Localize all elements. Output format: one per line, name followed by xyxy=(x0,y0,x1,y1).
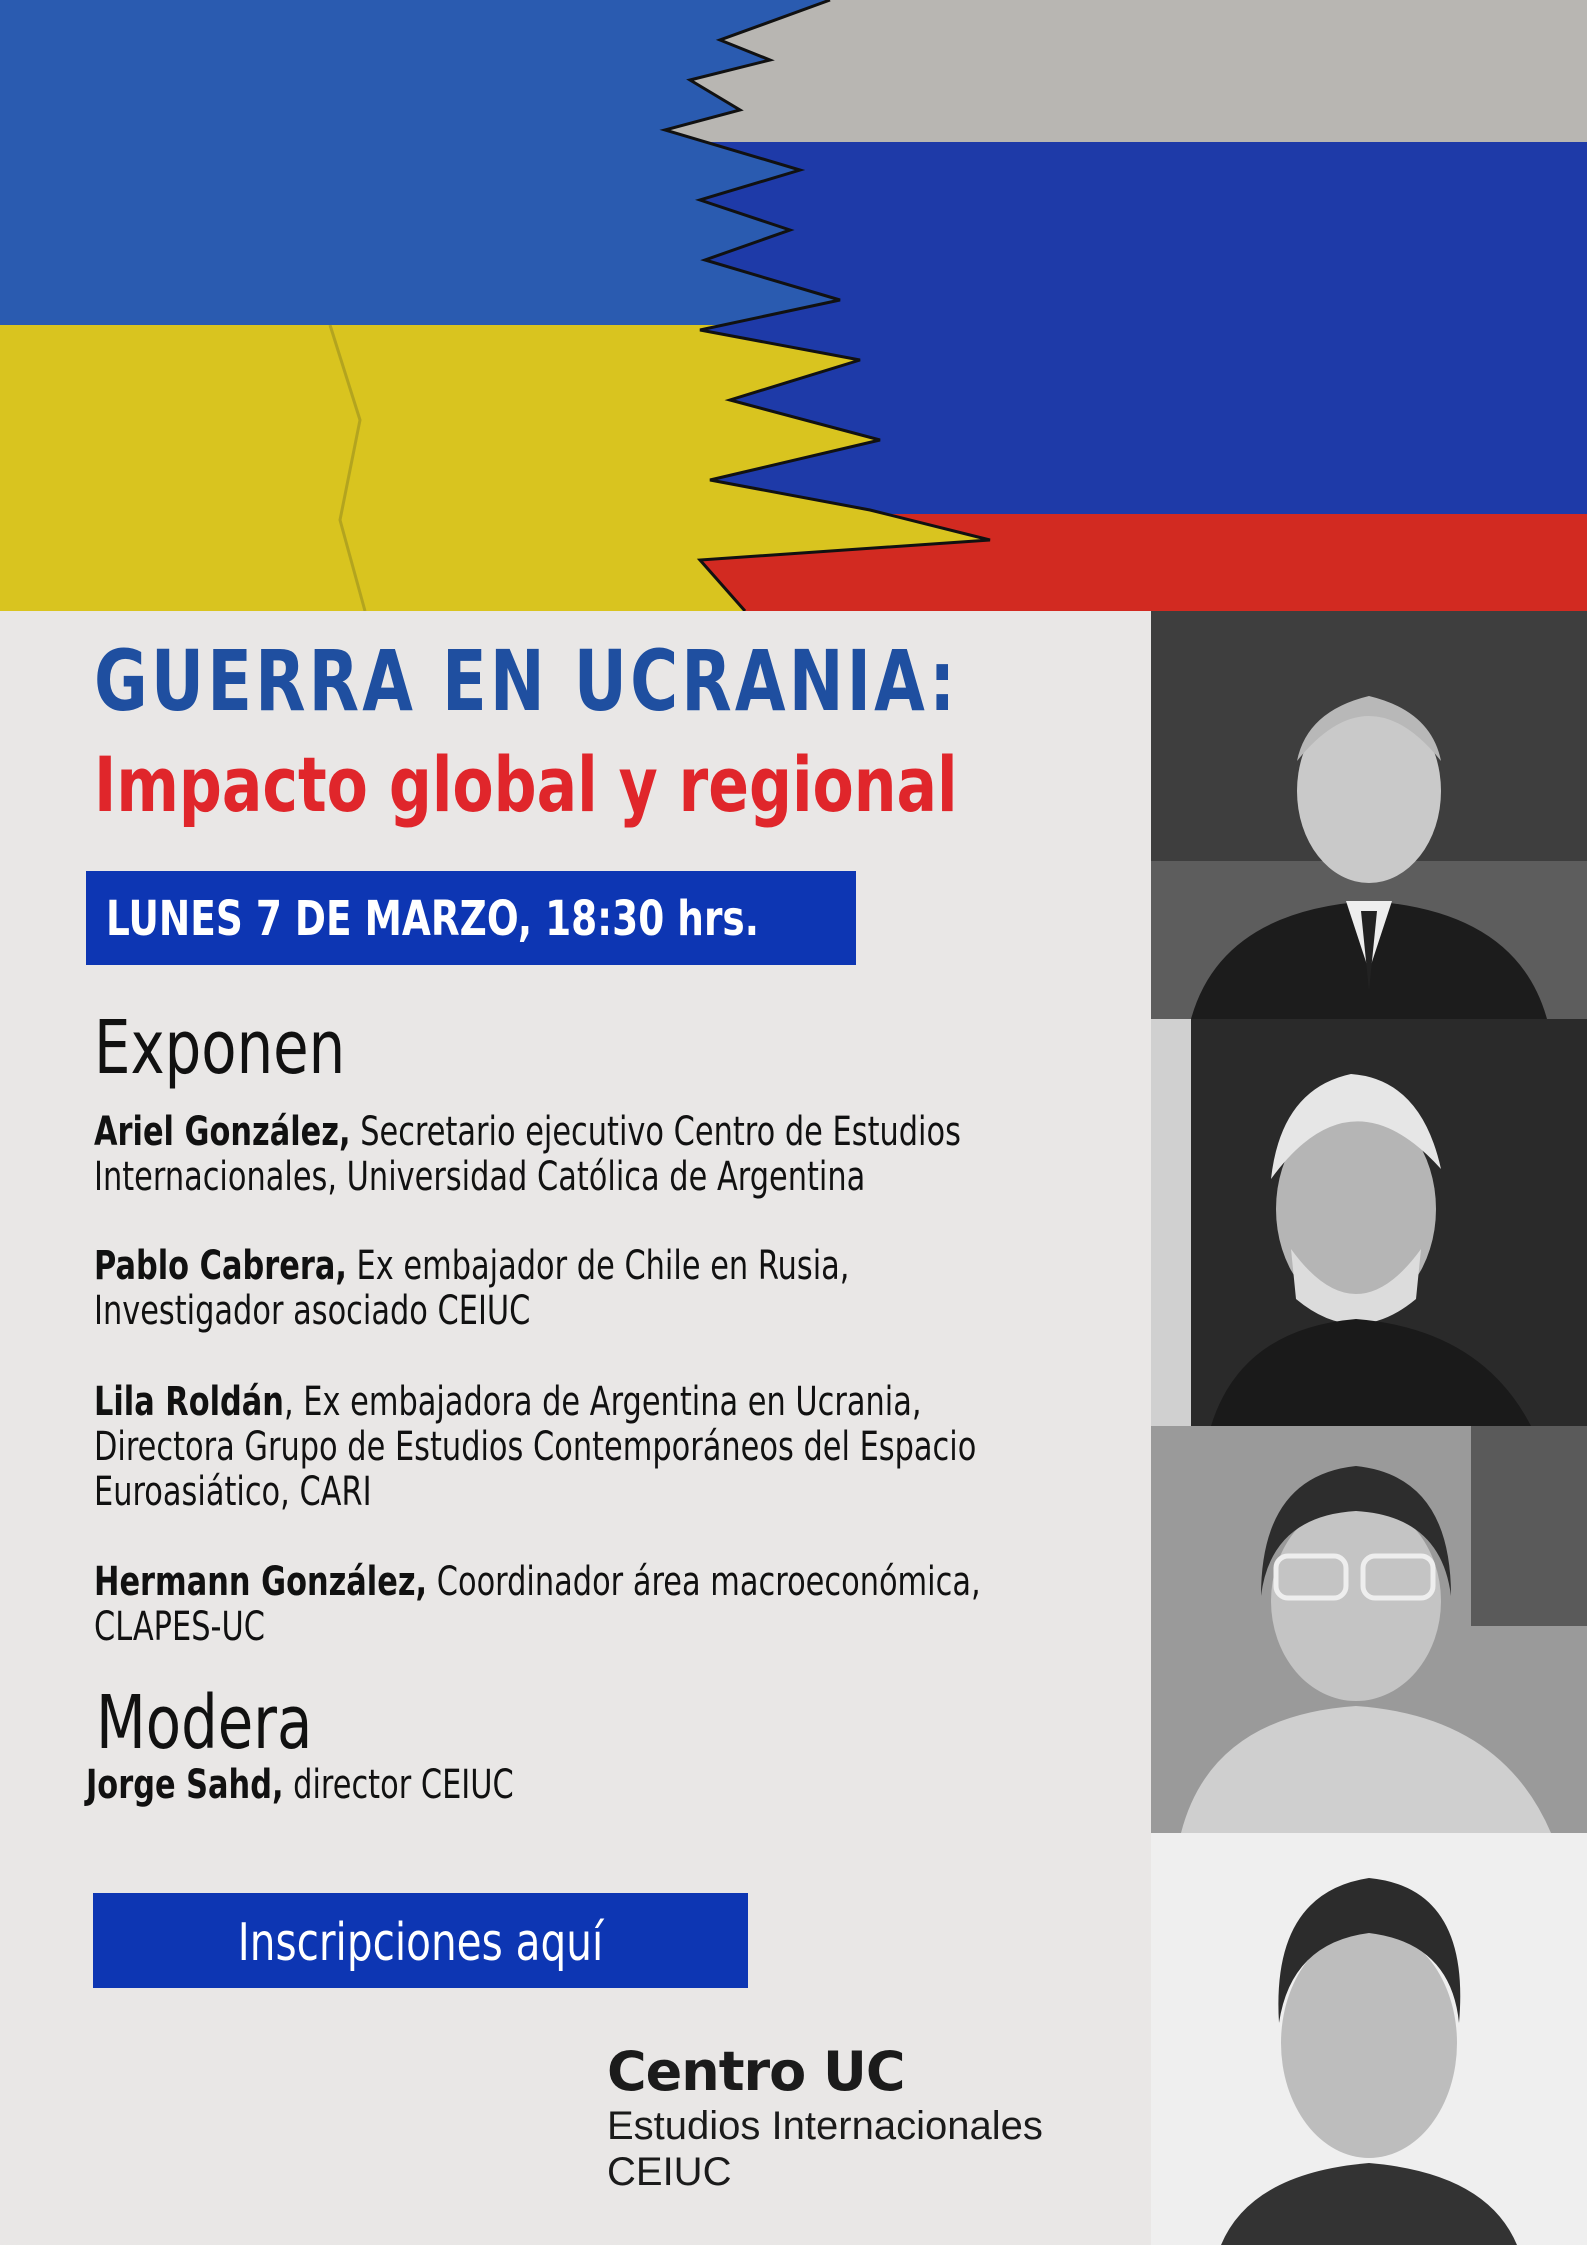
logo-line3: CEIUC xyxy=(607,2150,732,2194)
moderator xyxy=(86,1763,1135,1808)
speaker-hermann-gonzalez xyxy=(94,1560,1143,1650)
flags-banner xyxy=(0,0,1587,611)
modera-heading: Modera xyxy=(96,1680,313,1766)
page-subtitle: Impacto global y regional xyxy=(94,740,958,829)
speaker-role: , Ex embajadora de Argentina en Ucrania, xyxy=(283,1379,922,1425)
moderator-role: director CEIUC xyxy=(283,1762,514,1808)
speaker-pablo-cabrera xyxy=(94,1244,1143,1334)
portrait-ariel-gonzalez xyxy=(1151,611,1587,1019)
register-button[interactable] xyxy=(93,1893,748,1988)
speaker-name: Lila Roldán xyxy=(94,1379,284,1425)
speaker-role-cont: Euroasiático, CARI xyxy=(94,1469,372,1515)
ceiuc-logo xyxy=(607,2040,1043,2195)
speaker-role-cont: Internacionales, Universidad Católica de Argentina xyxy=(94,1154,866,1200)
exponen-heading: Exponen xyxy=(94,1005,346,1091)
speaker-role-cont: CLAPES-UC xyxy=(94,1604,265,1650)
speaker-name: Hermann González, xyxy=(94,1559,428,1605)
date-label: LUNES 7 DE MARZO, 18:30 hrs. xyxy=(106,891,759,947)
speaker-ariel-gonzalez xyxy=(94,1110,1143,1200)
speaker-role: Coordinador área macroeconómica, xyxy=(427,1559,981,1605)
logo-line2: Estudios Internacionales xyxy=(607,2104,1043,2148)
speaker-name: Pablo Cabrera, xyxy=(94,1243,347,1289)
speaker-role: Secretario ejecutivo Centro de Estudios xyxy=(350,1109,961,1155)
moderator-name: Jorge Sahd, xyxy=(86,1762,284,1808)
portrait-lila-roldan xyxy=(1151,1426,1587,1833)
speaker-role-cont: Directora Grupo de Estudios Contemporáneos del Espacio xyxy=(94,1424,977,1470)
register-button-label: Inscripciones aquí xyxy=(237,1913,604,1973)
logo-line1: Centro UC xyxy=(607,2040,905,2103)
flags-illustration xyxy=(0,0,1587,611)
speaker-lila-roldan xyxy=(94,1380,1143,1515)
date-badge xyxy=(86,871,856,965)
page-title: GUERRA EN UCRANIA: xyxy=(94,632,959,730)
speaker-name: Ariel González, xyxy=(94,1109,351,1155)
speaker-role: Ex embajador de Chile en Rusia, xyxy=(346,1243,850,1289)
portrait-pablo-cabrera xyxy=(1151,1019,1587,1426)
speaker-role-cont: Investigador asociado CEIUC xyxy=(94,1288,531,1334)
portrait-hermann-gonzalez xyxy=(1151,1833,1587,2245)
